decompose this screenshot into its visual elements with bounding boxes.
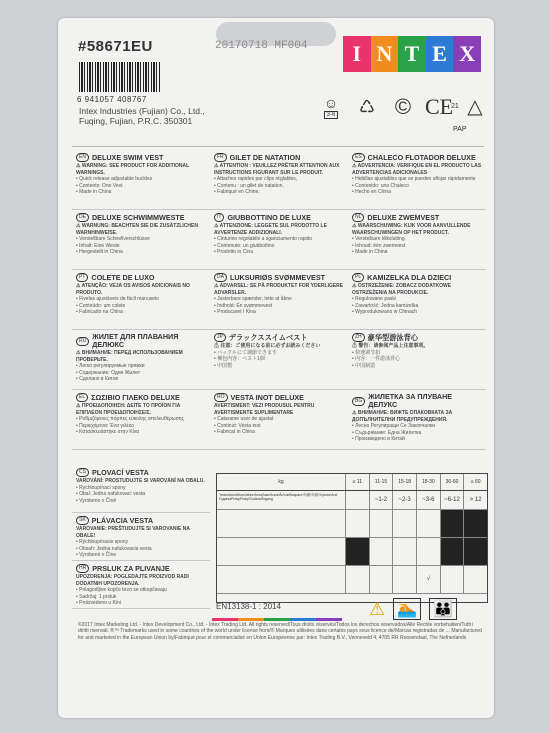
info-line: • Prodotto in Cina (214, 249, 253, 255)
age-value: ~3-6 (416, 491, 440, 509)
info-line: • Cinturino regolabile a sganciamento rapido (214, 236, 313, 242)
language-code: ES (352, 153, 365, 162)
language-code: JP (214, 333, 226, 342)
table-cell: √ (416, 566, 440, 593)
product-title: PLÁVACIA VESTA (91, 515, 154, 525)
product-title: ЖИЛЕТ ДЛЯ ПЛАВАНИЯ ДЕЛЮКС (92, 332, 179, 349)
info-line: • Verstellbare Schnellverschlüsse (76, 236, 150, 242)
warning-text: VAROVÁNÍ: PROSTUDUJTE SI VAROVÁNÍ NA OBALU. (76, 478, 205, 484)
product-title: KAMIZELKA DLA DZIECI (367, 272, 452, 282)
info-line: • Содержание: Один Жилет (76, 369, 141, 376)
table-cell (345, 566, 369, 593)
info-line: • Prilagodljive kopče brzo se otkopčavaju (76, 587, 167, 593)
warning-text: ⚠ 警告：请参阅产品上注意事项。 (352, 343, 429, 349)
weight-column: ≤ 11 (345, 474, 369, 490)
warning-text: ⚠ ADVERTENCIA: VERIFIQUE EN EL PRODUCTO LAS ADVERTENCIAS ADICIONALES (352, 163, 482, 176)
table-cell (392, 566, 416, 593)
barcode-number: 6 941057 408767 (77, 95, 147, 104)
table-cell (416, 538, 440, 565)
table-row (217, 538, 487, 566)
info-line: • Sadržaj: 1 prsluk (76, 593, 117, 600)
language-block (348, 330, 486, 389)
swimmer-icon: 🏊 (393, 598, 421, 620)
print-code: 20170718 MF004 (215, 40, 308, 52)
language-code: IT (214, 213, 224, 222)
age-value (345, 491, 369, 509)
product-title: PRSLUK ZA PLIVANJE (92, 563, 170, 573)
product-title: ΣΩΣΙΒΙΟ ΓΙΛΕΚΟ DELUXE (91, 392, 180, 402)
language-block (348, 150, 486, 209)
age-3-6-icon: ☺ 3-6 (323, 95, 339, 118)
age-label: 3-6 (324, 111, 339, 119)
table-cell (369, 566, 393, 593)
language-block (72, 513, 210, 561)
info-line: • Contents: One Vest (76, 182, 123, 189)
language-block (210, 150, 348, 209)
info-line: • Continut: Vesta inot (214, 422, 261, 429)
warning-text: ⚠ WARNUNG: BEACHTEN SIE DIE ZUSÄTZLICHEN WARNHINWEISE. (76, 223, 198, 236)
barcode (79, 62, 161, 92)
language-block (72, 150, 210, 209)
info-line: • Κατασκευάστηκε στην Κίνα (76, 429, 140, 435)
lower-section (72, 465, 486, 619)
table-cell (416, 510, 440, 537)
product-title: DELUXE SCHWIMMWESTE (91, 212, 185, 222)
warning-text: AVERTISMENT: VEZI PRODUSUL PENTRU AVERTISMENTE SUPLIMENTARE (214, 403, 315, 416)
pap-label: PAP (453, 126, 467, 133)
warning-text: ⚠ ATTENTION : VEUILLEZ PRÊTER ATTENTION AUX INSTRUCTIONS FIGURANT SUR LE PRODUIT. (214, 163, 340, 176)
info-line: • Contenu : un gilet de natation, (214, 182, 284, 189)
color-stripe (212, 618, 342, 621)
age-value: ~1-2 (369, 491, 393, 509)
info-line: • Inhalt: Eine Weste (76, 242, 120, 249)
table-cell-filled (463, 510, 487, 537)
info-line: • Сделано в Китае (76, 376, 119, 382)
warning-text: ⚠ ВНИМАНИЕ: ВИЖТЕ ОПАКОВКАТА ЗА ДОПЪЛНИТЕЛНИ ПРЕДУПРЕЖДЕНИЯ. (352, 410, 453, 423)
language-row (72, 390, 486, 450)
warning-triangle-icon: ⚠ (369, 598, 386, 619)
language-block (72, 561, 210, 609)
info-line: • 快速调节扣 (352, 349, 381, 356)
logo-letter: I (343, 36, 371, 72)
item-code: #58671EU (78, 38, 153, 55)
info-line: • Quick release adjustable buckles (76, 176, 153, 182)
info-line: • Rýchloupínacie spony (76, 539, 129, 545)
language-code: RU (76, 337, 89, 346)
warning-text: ⚠ ADVARSEL: SE PÅ PRODUKTET FOR YDERLIGERE ADVARSLER. (214, 283, 344, 296)
info-line: • Conteúdo: um colete (76, 302, 126, 309)
info-line: • Ρυθμιζόμενες πόρπες εύκολης απελευθέρωσης (76, 416, 184, 422)
info-line: • Verstelbare kliksluiting (352, 236, 405, 242)
product-title: GILET DE NATATION (229, 152, 301, 162)
product-title: 豪华型游泳背心 (367, 332, 418, 342)
age-row (217, 491, 487, 510)
age-value: ~2-3 (392, 491, 416, 509)
table-cell-filled (440, 510, 464, 537)
table-row (217, 510, 487, 538)
info-line: • Catarame usor de ajustat (214, 416, 274, 422)
logo-letter: E (426, 36, 454, 72)
swimmer-pictogram (217, 510, 345, 537)
info-line: • Made in China (352, 249, 388, 255)
age-value: ~6-12 (440, 491, 464, 509)
info-line: • Hergestellt in China (76, 249, 123, 255)
info-line: • 中国制造 (352, 362, 376, 369)
language-code: PT (76, 273, 88, 282)
info-line: • Attaches rapides par clips réglables, (214, 176, 298, 182)
table-cell-filled (463, 538, 487, 565)
warning-text: ⚠ ATENÇÃO: VEJA OS AVISOS ADICIONAIS NO PRODUTO. (76, 283, 190, 296)
language-code: PL (352, 273, 364, 282)
table-cell (392, 538, 416, 565)
language-block (72, 390, 210, 449)
product-title: CHALECO FLOTADOR DELUXE (367, 152, 476, 162)
info-line: • Vyrobeno v Číně (76, 497, 117, 504)
info-line: • Zawartość: Jedna kamizelka (352, 302, 419, 309)
language-block (348, 390, 486, 449)
language-code: NL (352, 213, 364, 222)
pap-number: 21 (451, 103, 459, 110)
info-line: • Fivelas ajustáveis de fácil manuseio (76, 296, 159, 302)
language-code: DA (214, 273, 227, 282)
warning-text: ⚠ ATTENZIONE: LEGGETE SUL PRODOTTO LE AVVERTENZE ADDIZIONALI. (214, 223, 327, 236)
info-line: • Obsah: Jedna nafukovacia vesta (76, 545, 152, 552)
language-code: CS (76, 468, 89, 477)
language-block (348, 270, 486, 329)
age-value: > 12 (463, 491, 487, 509)
info-line: • Лесно Регулиращи Се Закопчалки (352, 423, 435, 429)
info-line: • Obal: Jedna nafukovací vesta (76, 491, 146, 497)
warning-text: ⚠ WARNING: SEE PRODUCT FOR ADDITIONAL WARNINGS. (76, 163, 190, 176)
ce-icon: CE (424, 94, 454, 119)
info-line: • Fabricat in China (214, 429, 255, 435)
language-code: HR (76, 564, 89, 573)
lower-left-column (72, 465, 210, 609)
info-line: • 梱包内容：ベスト1個 (214, 356, 265, 362)
language-block (72, 330, 210, 389)
weight-column: ≥ 60 (463, 474, 487, 490)
info-line: • Producaret I Kina (214, 309, 256, 315)
info-line: • Wyprodukowano w Chinach (352, 309, 418, 315)
weight-column: 18-30 (416, 474, 440, 490)
divider (72, 146, 484, 147)
language-block (210, 210, 348, 269)
product-title: DELUXE SWIM VEST (91, 152, 164, 162)
table-cell (369, 510, 393, 537)
warning-text: ⚠ WAARSCHUWING: KIJK VOOR AANVULLENDE WAARSCHUWINGEN OP HET PRODUCT. (352, 223, 471, 236)
logo-letter: N (371, 36, 399, 72)
language-row (72, 270, 486, 330)
warning-text: ⚠ ВНИМАНИЕ: ПЕРЕД ИСПОЛЬЗОВАНИЕМ ПРОВЕРЬТЕ. (76, 350, 183, 363)
language-block (72, 270, 210, 329)
table-cell (440, 566, 464, 593)
info-line: • Съдържание: Една Жилетка (352, 429, 422, 436)
table-cell (392, 510, 416, 537)
intex-logo (343, 36, 481, 72)
language-code: EN (76, 153, 89, 162)
standard-label: EN13138-1 : 2014 (216, 602, 281, 611)
company-line-2: Fuqing, Fujian, P.R.C. 350301 (79, 116, 193, 126)
info-line: • Fabricado na China (76, 309, 123, 315)
warning-text: ⚠ ΠΡΟΕΙΔΟΠΟΙΗΣΗ: ΔΕΙΤΕ ΤΟ ΠΡΟΪΟΝ ΓΙΑ ΕΠΙΠΛΕΟΝ ΠΡΟΕΙΔΟΠΟΙΗΣΕΙΣ. (76, 403, 181, 416)
language-row (72, 210, 486, 270)
info-line: • Regulowane paski (352, 296, 396, 302)
table-cell-filled (440, 538, 464, 565)
info-line: • Contenido: una Chaleco (352, 182, 409, 189)
info-line: • Justerbare spænder, lette at åbne (214, 296, 292, 302)
swimmer-pictogram (217, 538, 345, 565)
product-title: LUKSURIØS SVØMMEVEST (229, 272, 325, 282)
language-code: BG (352, 397, 365, 406)
warning-text: ⚠ OSTRZEŻENIE: ZOBACZ DODATKOWE OSTRZEŻENIA NA PRODUKCIE. (352, 283, 452, 296)
info-line: • 内容：一件游泳背心 (352, 356, 401, 362)
language-block (72, 465, 210, 513)
language-code: RO (214, 393, 228, 402)
info-line: • Vyrobené v Číne (76, 552, 117, 558)
language-code: EL (76, 393, 88, 402)
weight-column: 30-60 (440, 474, 464, 490)
table-cell (463, 566, 487, 593)
language-code: ZH (352, 333, 365, 342)
logo-letter: X (453, 36, 481, 72)
language-block (210, 270, 348, 329)
info-line: • 中国製 (214, 362, 233, 369)
table-cell (369, 538, 393, 565)
language-code: SK (76, 516, 89, 525)
age-row-label: Years/Ans/Años/Jahre/Anni/Jaar/Anos/År/Lat/Возраст/年齢/年龄/Χρόνια/Ani/Години/Roky/Roky/Godina/Årgang (219, 493, 338, 501)
info-line: • Hecho en China (352, 189, 391, 195)
language-block (210, 330, 348, 389)
recycling-21-pap-icon: △ (467, 96, 483, 118)
info-line: • Περιεχόμενα: Ένα γιλέκο (76, 422, 134, 429)
language-code: FR (214, 153, 227, 162)
language-code: DE (76, 213, 89, 222)
logo-letter: T (398, 36, 426, 72)
info-line: • Hebillas ajustables que se pueden aflojar rápidamente (352, 176, 476, 182)
product-title: PLOVACÍ VESTA (91, 467, 149, 477)
legal-text: ©2017 Intex Marketing Ltd. - Intex Development Co., Ltd. - Intex Trading Ltd. All rights reserved/Tous droits réservés/Todos los derechos reservados/Alle Rechte vorbehalten/Tutti i diritti riservati. ®™ Trademarks used in some countries of the world under license from/® Marques utilisées dans certains pays sous licence de/Marcas registradas de ... Manufactured for and marketed in the European Union by/Fabriqué pour et commercialisé en Union Européenne par: Intex Trading B.V., Venneveld 4, 4705 RR Roosendaal, The Netherlands (78, 622, 482, 641)
info-line: • Made in China (76, 189, 112, 195)
product-title: COLETE DE LUXO (91, 272, 155, 282)
info-line: • Fabriqué en Chine. (214, 189, 260, 195)
table-row (217, 566, 487, 594)
weight-column: 15-18 (392, 474, 416, 490)
info-line: • Inhoud: één zwemvest (352, 242, 406, 249)
language-grid (72, 150, 486, 450)
weight-unit: kg (278, 479, 284, 485)
info-line: • Contenuto: un giubbottino (214, 242, 275, 249)
company-line-1: Intex Industries (Fujian) Co., Ltd., (79, 106, 205, 116)
info-line: • Произведено в Китай (352, 436, 405, 442)
table-cell-filled (345, 538, 369, 565)
weight-header (217, 474, 345, 490)
supervision-icon: 👪 (429, 598, 457, 620)
info-line: • Легко регулируемые пряжки (76, 363, 145, 369)
product-title: デラックススイムベスト (228, 332, 308, 342)
info-line: • Indhold: Én svømmevest (214, 302, 273, 309)
weight-column: 11-15 (369, 474, 393, 490)
swimmer-pictogram (217, 566, 345, 593)
product-title: GIUBBOTTINO DE LUXE (227, 212, 311, 222)
language-block (210, 390, 348, 449)
recycle-icon: ♺ (358, 96, 376, 117)
warning-text: UPOZORENJA: POGLEDAJTE PROIZVOD RADI DODATNIH UPOZORENJA. (76, 574, 189, 587)
language-row (72, 150, 486, 210)
language-block (72, 210, 210, 269)
product-title: ЖИЛЕТКА ЗА ПЛУВАНЕ ДЕЛУКС (368, 392, 453, 409)
warning-text: VAROVANIE: PREŠTUDUJTE SI VAROVANIE NA OBALE! (76, 526, 190, 539)
company-address (79, 106, 205, 126)
product-title: VESTA INOT DELUXE (230, 392, 304, 402)
language-block (348, 210, 486, 269)
table-cell (345, 510, 369, 537)
info-line: • Rychloupínací spony (76, 484, 126, 491)
language-row (72, 330, 486, 390)
copyright-recycle-icon: © (394, 94, 412, 119)
info-line: • Proizvedeno u Kini (76, 600, 121, 606)
table-header (217, 474, 487, 491)
certification-icons (318, 94, 488, 120)
product-title: DELUXE ZWEMVEST (367, 212, 440, 222)
info-line: • バックルにて調節できます (214, 349, 277, 356)
warning-text: ⚠ 注意：ご使用になる前に必ずお読みください (214, 343, 321, 349)
